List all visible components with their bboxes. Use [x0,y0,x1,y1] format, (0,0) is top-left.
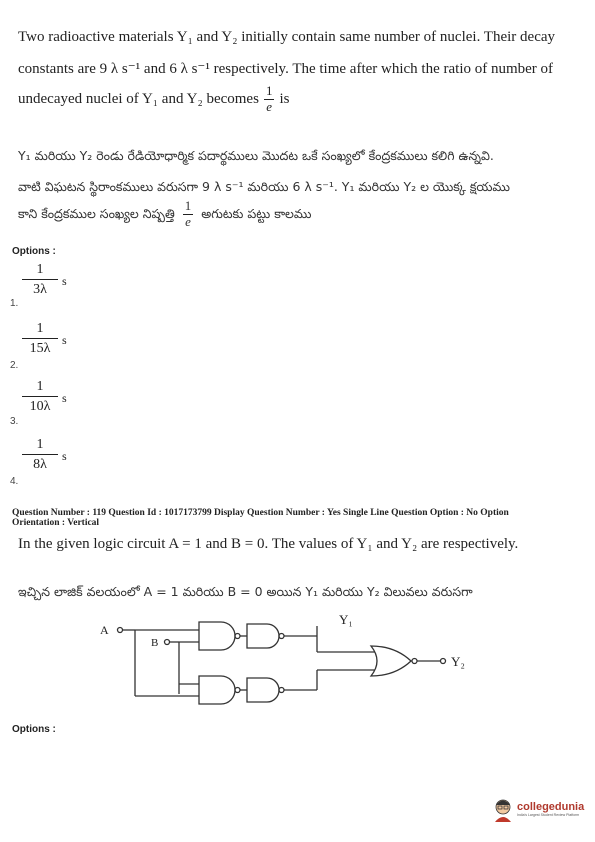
label-a: A [100,623,109,637]
q1-te-line3-post: అగుటకు పట్టు కాలము [201,205,312,221]
q2-meta-line1: Question Number : 119 Question Id : 1017173799 Display Question Number : Yes Single Line Question Option : No Option [12,508,509,518]
logo-text: collegedunia [517,801,585,814]
q2-te-text: ఇచ్చిన లాజిక్ వలయంలో A = 1 మరియు B = 0 అయిన Y₁ మరియు Y₂ విలువలు వరుసగా [18,584,473,599]
option-unit: s [62,333,67,347]
fraction-numerator: 1 [265,83,273,99]
option-numerator: 1 [22,437,58,455]
option-2-number: 2. [10,360,19,371]
option-1[interactable] [22,262,67,298]
option-2[interactable] [22,321,67,357]
upper-second-gate [247,624,279,648]
q1-en-line3 [18,82,289,116]
final-nor-gate [371,646,411,676]
input-b-terminal [165,640,170,645]
option-1-number: 1. [10,298,19,309]
q2-options-label: Options : [12,724,56,735]
q2-en-text: In the given logic circuit A = 1 and B = 0. The values of Y₁ and Y₂ are respectively. [18,536,519,552]
label-y1: Y₁ [339,612,353,627]
option-denominator: 8λ [33,457,47,472]
student-avatar-icon [492,798,514,822]
option-2-fraction [22,321,67,357]
q1-en-fraction [264,84,275,114]
q1-en-line3-post: is [279,90,290,107]
q1-te-fraction [183,199,194,229]
q1-en-line1: Two radioactive materials Y₁ and Y₂ initially contain same number of nuclei. Their decay [18,29,556,45]
q1-te-line1: Y₁ మరియు Y₂ రెండు రేడియోధార్మిక పదార్థములు మొదట ఒకే సంఖ్యలో కేంద్రకములు కలిగి ఉన్నవి. [18,148,494,163]
input-a-terminal [118,628,123,633]
q2-meta-line2: Orientation : Vertical [12,518,100,528]
upper-nand-gate [199,622,235,650]
option-4-fraction [22,437,67,473]
q1-te-line3 [18,196,311,232]
option-denominator: 3λ [33,282,47,297]
option-denominator: 15λ [29,341,51,356]
option-4[interactable] [22,437,67,473]
lower-second-gate [247,678,279,702]
option-3-number: 3. [10,416,19,427]
collegedunia-logo [492,798,584,822]
option-denominator: 10λ [29,399,51,414]
option-numerator: 1 [22,379,58,397]
option-numerator: 1 [22,262,58,280]
q1-options-label: Options : [12,246,56,257]
q1-en-line3-pre: undecayed nuclei of Y₁ and Y₂ becomes [18,90,259,107]
logic-circuit-diagram [95,608,485,708]
q1-en-line2: constants are 9 λ s⁻¹ and 6 λ s⁻¹ respectively. The time after which the ratio of number of [18,61,554,77]
fraction-denominator: e [185,213,191,229]
label-b: B [151,637,159,649]
fraction-denominator: e [266,98,273,114]
fraction-numerator: 1 [184,198,192,214]
q1-te-line2: వాటి విఘటన స్థిరాంకములు వరుసగా 9 λ s⁻¹ మరియు 6 λ s⁻¹. Y₁ మరియు Y₂ ల యొక్క క్షయము [18,179,510,194]
label-y2: Y₂ [451,654,465,669]
logo-tagline: India's Largest Student Review Platform [517,813,580,818]
option-unit: s [62,391,67,405]
output-y2-terminal [441,659,446,664]
option-4-number: 4. [10,476,19,487]
option-3[interactable] [22,379,67,415]
lower-nand-gate [199,676,235,704]
q1-te-line3-pre: కాని కేంద్రకముల సంఖ్యల నిష్పత్తి [18,205,175,221]
option-numerator: 1 [22,321,58,339]
option-3-fraction [22,379,67,415]
option-unit: s [62,449,67,463]
option-unit: s [62,274,67,288]
option-1-fraction [22,262,67,298]
